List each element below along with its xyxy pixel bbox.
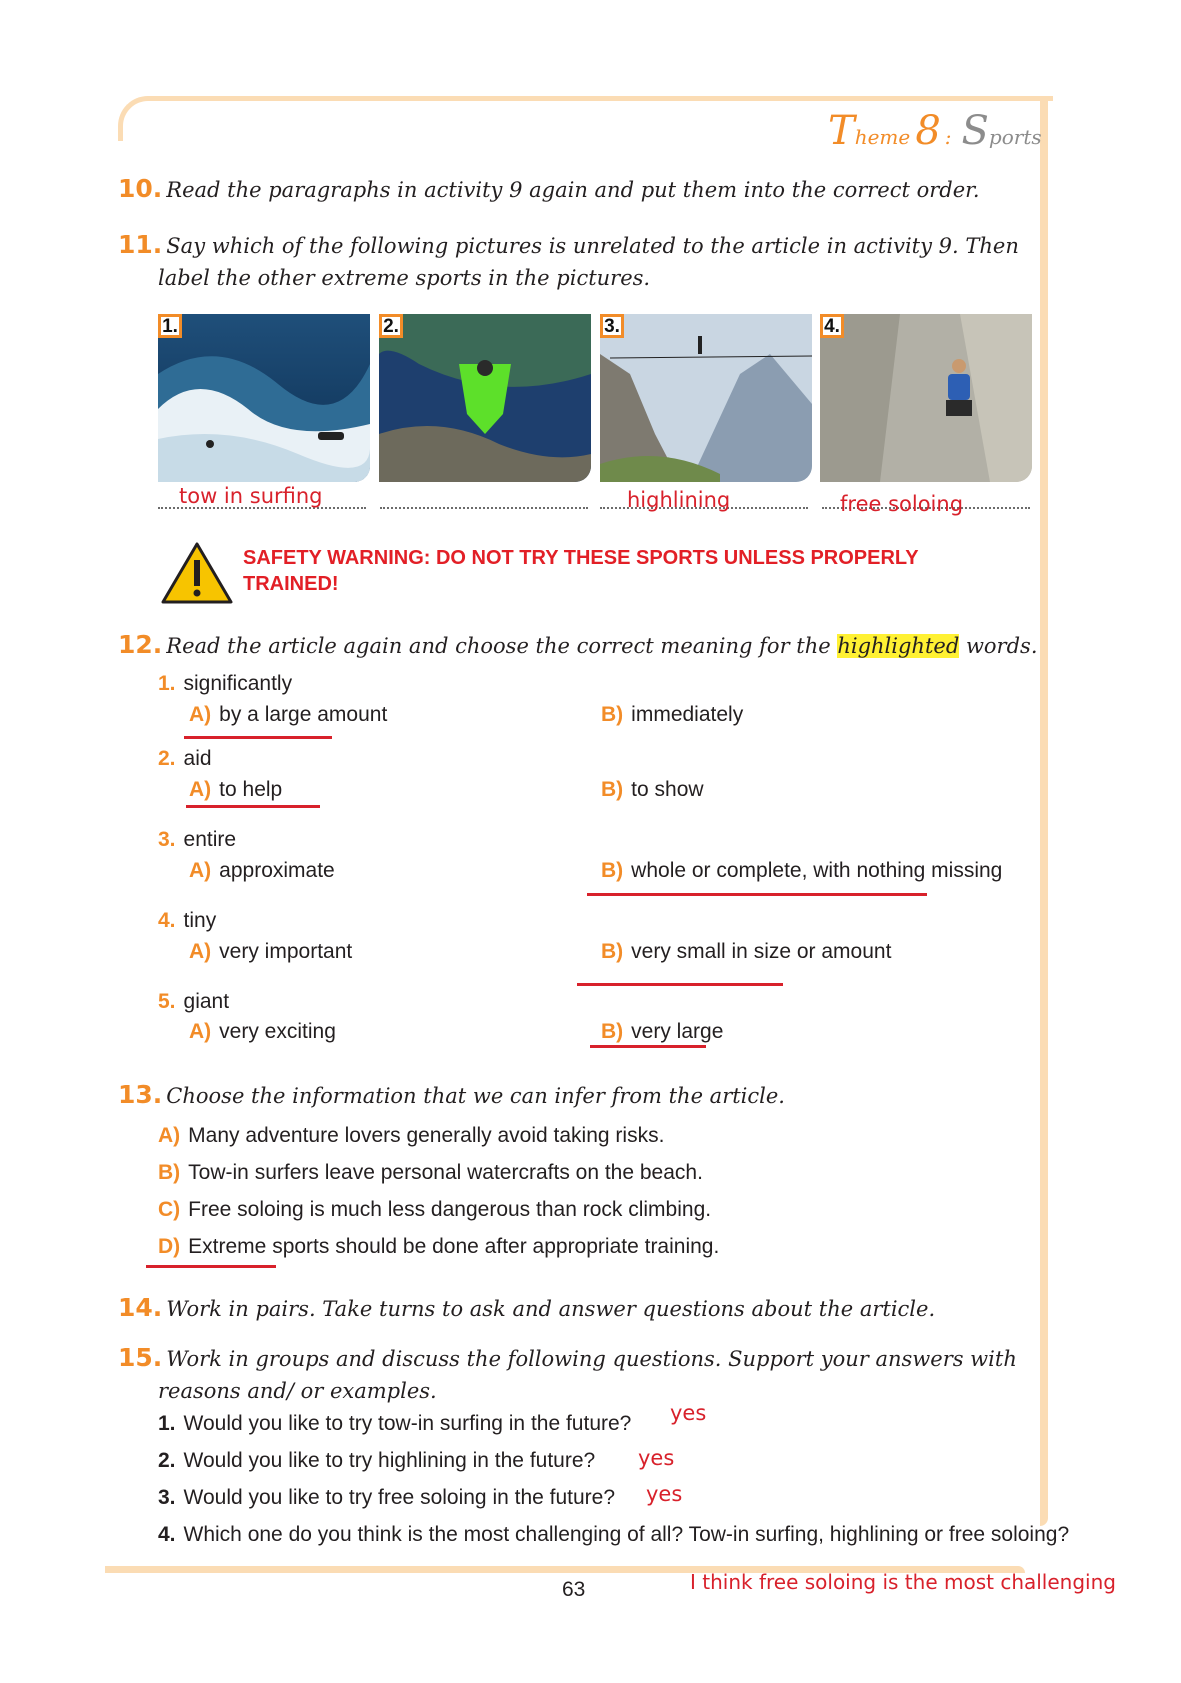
question-text: Would you like to try free soloing in the future? (183, 1486, 616, 1509)
option-label: B) (601, 940, 624, 963)
option-1a[interactable] (189, 703, 387, 727)
answer-line-2 (380, 505, 588, 509)
handwritten-answer-q4: I think free soloing is the most challenging (690, 1570, 1116, 1594)
photo-tow-in-surfing (158, 314, 370, 482)
instruction-number: 11. (118, 230, 163, 259)
photo-number: 1. (158, 314, 182, 338)
option-text: very exciting (219, 1020, 336, 1043)
instruction-number: 12. (118, 630, 163, 659)
item-word: tiny (183, 909, 217, 932)
wave-image (158, 314, 370, 482)
option-text: approximate (219, 859, 335, 882)
option-text: very large (631, 1020, 724, 1043)
item-word: aid (183, 747, 212, 770)
option-3a[interactable] (189, 859, 335, 883)
safety-warning-text: SAFETY WARNING: DO NOT TRY THESE SPORTS UNLESS PROPERLY TRAINED! (243, 547, 919, 595)
discussion-question-4 (158, 1523, 1069, 1547)
question-number: 4. (158, 1523, 176, 1546)
option-label: B) (158, 1161, 181, 1184)
answer-underline-1 (184, 736, 332, 739)
option-text: Tow-in surfers leave personal watercrafts on the beach. (188, 1161, 703, 1184)
highline-image (600, 314, 812, 482)
instruction-text-end: words. (959, 634, 1038, 658)
theme-initial: T (828, 108, 855, 154)
option-label: A) (189, 1020, 212, 1043)
option-2a[interactable] (189, 778, 282, 802)
item-number: 2. (158, 747, 176, 770)
question-text: Would you like to try tow-in surfing in the future? (183, 1412, 632, 1435)
instruction-text: Work in pairs. Take turns to ask and answer questions about the article. (166, 1297, 936, 1321)
instruction-text: Read the paragraphs in activity 9 again and put them into the correct order. (166, 178, 980, 202)
item-number: 1. (158, 672, 176, 695)
option-label: B) (601, 859, 624, 882)
page-frame-right (1040, 96, 1048, 1526)
instruction-text-cont: label the other extreme sports in the pictures. (158, 266, 651, 290)
handwritten-answer-q1: yes (670, 1401, 707, 1425)
photo-free-soloing (820, 314, 1032, 482)
handwritten-answer-q3: yes (646, 1482, 683, 1506)
option-label: A) (189, 859, 212, 882)
question-number: 2. (158, 1449, 176, 1472)
instruction-text: Work in groups and discuss the following questions. Support your answers with (166, 1347, 1017, 1371)
question-text: Would you like to try highlining in the future? (183, 1449, 596, 1472)
option-13b[interactable] (158, 1161, 703, 1185)
handwritten-answer-4: free soloing (840, 492, 964, 516)
instruction-14 (118, 1292, 935, 1325)
instruction-12 (118, 629, 1038, 662)
discussion-question-1 (158, 1412, 631, 1436)
photo-number: 4. (820, 314, 844, 338)
instruction-text: Choose the information that we can infer from the article. (166, 1084, 785, 1108)
theme-word: heme (854, 125, 911, 149)
warning-triangle-icon (160, 540, 234, 606)
page-number: 63 (562, 1578, 586, 1601)
option-1b[interactable] (601, 703, 743, 727)
climber-image (820, 314, 1032, 482)
instruction-10 (118, 173, 980, 206)
option-13a[interactable] (158, 1124, 664, 1148)
answer-underline-13 (146, 1265, 276, 1268)
handwritten-answer-q2: yes (638, 1446, 675, 1470)
instruction-number: 14. (118, 1293, 163, 1322)
option-label: C) (158, 1198, 181, 1221)
item-word: giant (183, 990, 230, 1013)
photo-wingsuit (379, 314, 591, 482)
sports-initial: S (961, 108, 989, 154)
instruction-text: Say which of the following pictures is unrelated to the article in activity 9. Then (166, 234, 1019, 258)
option-5a[interactable] (189, 1020, 336, 1044)
option-label: A) (189, 778, 212, 801)
option-13d[interactable] (158, 1235, 719, 1259)
option-label: B) (601, 1020, 624, 1043)
vocab-item-4 (158, 909, 216, 933)
option-text: Extreme sports should be done after appropriate training. (188, 1235, 720, 1258)
option-3b[interactable] (601, 859, 1002, 883)
photo-highlining (600, 314, 812, 482)
option-text: Many adventure lovers generally avoid taking risks. (188, 1124, 665, 1147)
photo-number: 3. (600, 314, 624, 338)
option-5b[interactable] (601, 1020, 723, 1044)
instruction-text: Read the article again and choose the correct meaning for the (166, 634, 838, 658)
instruction-number: 13. (118, 1080, 163, 1109)
answer-underline-3 (587, 893, 927, 896)
photo-number: 2. (379, 314, 403, 338)
question-number: 3. (158, 1486, 176, 1509)
item-word: entire (183, 828, 237, 851)
instruction-number: 10. (118, 174, 163, 203)
option-label: B) (601, 778, 624, 801)
option-text: very small in size or amount (631, 940, 892, 963)
instruction-text-cont: reasons and/ or examples. (158, 1379, 437, 1403)
theme-header (828, 108, 1042, 154)
sports-word: ports (988, 125, 1042, 149)
option-4a[interactable] (189, 940, 352, 964)
option-text: by a large amount (219, 703, 388, 726)
question-text: Which one do you think is the most challenging of all? Tow-in surfing, highlining or free soloing? (183, 1523, 1070, 1546)
answer-underline-4 (577, 983, 783, 986)
theme-number: 8 (915, 108, 941, 154)
option-text: very important (219, 940, 353, 963)
instruction-13 (118, 1079, 785, 1112)
vocab-item-5 (158, 990, 229, 1014)
question-number: 1. (158, 1412, 176, 1435)
option-text: whole or complete, with nothing missing (631, 859, 1003, 882)
option-label: A) (158, 1124, 181, 1147)
option-4b[interactable] (601, 940, 891, 964)
instruction-15 (118, 1342, 1017, 1407)
vocab-item-3 (158, 828, 236, 852)
item-number: 5. (158, 990, 176, 1013)
item-word: significantly (183, 672, 293, 695)
option-text: to help (219, 778, 283, 801)
option-label: A) (189, 940, 212, 963)
option-text: immediately (631, 703, 744, 726)
instruction-number: 15. (118, 1343, 163, 1372)
highlighted-word: highlighted (837, 634, 960, 658)
instruction-11 (118, 229, 1019, 294)
item-number: 4. (158, 909, 176, 932)
wingsuit-image (379, 314, 591, 482)
option-label: B) (601, 703, 624, 726)
handwritten-answer-1: tow in surfing (179, 484, 323, 508)
answer-underline-5 (590, 1045, 706, 1048)
option-13c[interactable] (158, 1198, 711, 1222)
discussion-question-3 (158, 1486, 615, 1510)
option-label: A) (189, 703, 212, 726)
item-number: 3. (158, 828, 176, 851)
option-text: Free soloing is much less dangerous than rock climbing. (188, 1198, 712, 1221)
option-text: to show (631, 778, 704, 801)
answer-underline-2 (186, 805, 320, 808)
discussion-question-2 (158, 1449, 595, 1473)
vocab-item-1 (158, 672, 292, 696)
theme-colon: : (944, 125, 952, 149)
option-2b[interactable] (601, 778, 704, 802)
handwritten-answer-3: highlining (627, 488, 731, 512)
vocab-item-2 (158, 747, 212, 771)
option-label: D) (158, 1235, 181, 1258)
